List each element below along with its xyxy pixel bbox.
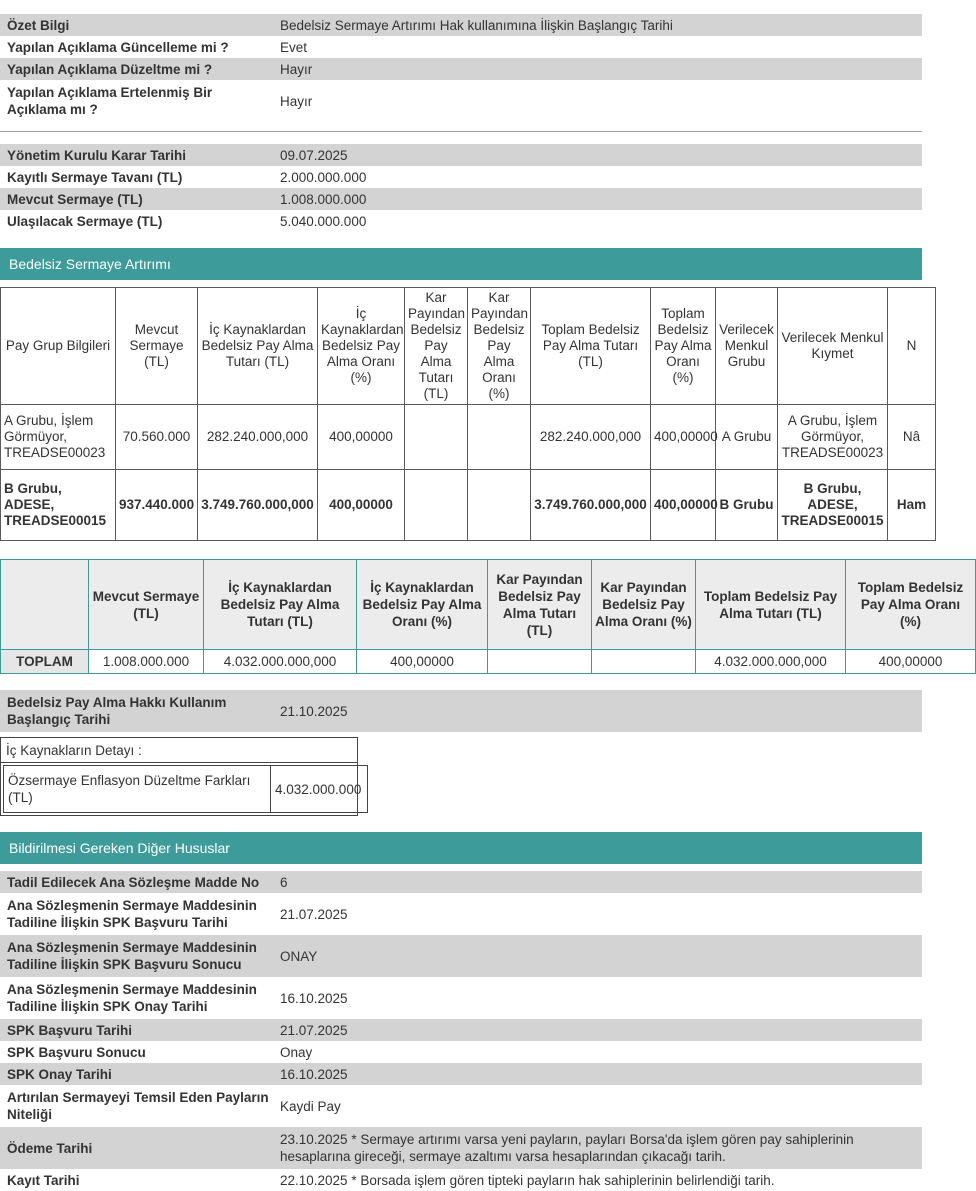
field-value: Kaydi Pay [280,1098,341,1114]
cell: 4.032.000.000,000 [696,650,846,674]
column-header [1,560,89,650]
field-label: Yapılan Açıklama Ertelenmiş Bir Açıklama mı ? [7,85,213,117]
cell: A Grubu, İşlem Görmüyor, TREADSE00023 [1,405,116,470]
field-value: 6 [280,874,288,890]
column-header: Kar Payından Bedelsiz Pay Alma Oranı (%) [468,288,531,405]
column-header: Mevcut Sermaye (TL) [89,560,204,650]
other-row [0,977,922,1019]
column-header: Pay Grup Bilgileri [1,288,116,405]
field-value: ONAY [280,948,318,964]
total-table [0,559,976,674]
section-header-bedelsiz: Bedelsiz Sermaye Artırımı [0,248,922,280]
field-label: Ana Sözleşmenin Sermaye Maddesinin Tadiline İlişkin SPK Başvuru Sonucu [7,940,257,972]
column-header: Verilecek Menkul Kıymet [778,288,888,405]
capital-row [0,188,922,210]
cell [488,650,592,674]
total-row [1,650,976,674]
field-label: Özsermaye Enflasyon Düzeltme Farkları (TL) [4,766,271,813]
field-value: 22.10.2025 * Borsada işlem gören tipteki payların hak sahiplerinin belirlendiği tarih. [280,1172,775,1188]
summary-block [0,14,922,122]
column-header: N [888,288,936,405]
column-header: Toplam Bedelsiz Pay Alma Tutarı (TL) [531,288,651,405]
cell: Nâ [888,405,936,470]
cell: 400,00000 [651,405,716,470]
field-value: 21.07.2025 [280,906,348,922]
column-header: İç Kaynaklardan Bedelsiz Pay Alma Oranı (%) [357,560,488,650]
kullanim-row [0,690,922,732]
table-row-a-grubu [1,405,936,470]
field-label: Özet Bilgi [7,17,70,33]
internal-sources-data-row [1,763,358,816]
field-value: Onay [280,1044,313,1060]
cell: 400,00000 [357,650,488,674]
field-value: 21.07.2025 [280,1022,348,1038]
cell: B Grubu, ADESE, TREADSE00015 [778,470,888,541]
cell: B Grubu [716,470,778,541]
cell: 937.440.000 [116,470,198,541]
cell: A Grubu, İşlem Görmüyor, TREADSE00023 [778,405,888,470]
cell [405,470,468,541]
cell [468,405,531,470]
field-value: 23.10.2025 * Sermaye artırımı varsa yeni payların, payları Borsa'da işlem gören pay sahiplerinin hesaplarına gireceği, sermaye azaltımı varsa hesaplarından çıkacağı tarih. [280,1132,854,1164]
summary-row [0,36,922,58]
column-header: Toplam Bedelsiz Pay Alma Oranı (%) [846,560,976,650]
internal-sources-inner-table [3,765,368,813]
other-row [0,871,922,893]
field-label: SPK Onay Tarihi [7,1066,112,1082]
total-table-wrapper [0,559,964,674]
other-row [0,893,922,935]
field-label: Ana Sözleşmenin Sermaye Maddesinin Tadiline İlişkin SPK Onay Tarihi [7,982,257,1014]
field-label: Yönetim Kurulu Karar Tarihi [7,147,187,163]
column-header: Toplam Bedelsiz Pay Alma Oranı (%) [651,288,716,405]
column-header: Kar Payından Bedelsiz Pay Alma Oranı (%) [592,560,696,650]
total-table-header-row [1,560,976,650]
field-value: 5.040.000.000 [280,213,367,229]
column-header: Verilecek Menkul Grubu [716,288,778,405]
field-label: Artırılan Sermayeyi Temsil Eden Payların Niteliği [7,1090,269,1122]
other-row [0,1019,922,1041]
field-value: 21.10.2025 [280,703,348,719]
cell: 1.008.000.000 [89,650,204,674]
cell: B Grubu, ADESE, TREADSE00015 [1,470,116,541]
column-header: İç Kaynaklardan Bedelsiz Pay Alma Tutarı (TL) [204,560,357,650]
field-label: Bedelsiz Pay Alma Hakkı Kullanım Başlangıç Tarihi [7,695,227,727]
field-label: SPK Başvuru Tarihi [7,1022,133,1038]
capital-row [0,144,922,166]
field-label: Ana Sözleşmenin Sermaye Maddesinin Tadiline İlişkin SPK Başvuru Tarihi [7,898,257,930]
other-row [0,1085,922,1127]
field-value: Bedelsiz Sermaye Artırımı Hak kullanımına İlişkin Başlangıç Tarihi [280,17,673,33]
column-header: Mevcut Sermaye (TL) [116,288,198,405]
field-label: Kayıtlı Sermaye Tavanı (TL) [7,169,183,185]
column-header: Kar Payından Bedelsiz Pay Alma Tutarı (TL) [488,560,592,650]
divider [0,131,922,132]
cell: 4.032.000.000,000 [204,650,357,674]
cell [592,650,696,674]
cell: 282.240.000,000 [531,405,651,470]
capital-row [0,166,922,188]
field-value: 1.008.000.000 [280,191,367,207]
table-row-b-grubu [1,470,936,541]
field-value: Hayır [280,93,313,109]
field-value: 16.10.2025 [280,990,348,1006]
field-label: Mevcut Sermaye (TL) [7,191,143,207]
internal-sources-title-row [1,738,358,763]
field-value: 16.10.2025 [280,1066,348,1082]
field-label: Yapılan Açıklama Düzeltme mi ? [7,61,213,77]
field-label: Yapılan Açıklama Güncelleme mi ? [7,39,229,55]
cell: 400,00000 [318,470,405,541]
cell: 400,00000 [651,470,716,541]
summary-row [0,80,922,122]
column-header: İç Kaynaklardan Bedelsiz Pay Alma Tutarı (TL) [198,288,318,405]
pay-table-header-row [1,288,936,405]
field-label: Ulaşılacak Sermaye (TL) [7,213,163,229]
field-value: Evet [280,39,308,55]
pay-table-wrapper [0,287,927,541]
column-header: Kar Payından Bedelsiz Pay Alma Tutarı (TL) [405,288,468,405]
field-value: 4.032.000.000 [271,766,368,813]
cell: 3.749.760.000,000 [198,470,318,541]
cell [468,470,531,541]
field-label: Ödeme Tarihi [7,1140,93,1156]
internal-sources-table [0,737,362,816]
other-row [0,1127,922,1169]
internal-sources-title: İç Kaynakların Detayı : [1,738,358,763]
cell [405,405,468,470]
section-header-diger: Bildirilmesi Gereken Diğer Hususlar [0,832,922,864]
cell: 3.749.760.000,000 [531,470,651,541]
other-row [0,1063,922,1085]
field-value: Hayır [280,61,313,77]
other-row [0,935,922,977]
other-matters-block [0,871,922,1191]
field-value: 09.07.2025 [280,147,348,163]
pay-group-table [0,287,936,541]
cell: 70.560.000 [116,405,198,470]
cell: A Grubu [716,405,778,470]
other-row [0,1169,922,1191]
cell: 400,00000 [846,650,976,674]
cell-toplam-label: TOPLAM [1,650,89,674]
cell: 282.240.000,000 [198,405,318,470]
cell: 400,00000 [318,405,405,470]
capital-row [0,210,922,232]
field-label: Tadil Edilecek Ana Sözleşme Madde No [7,874,260,890]
column-header: İç Kaynaklardan Bedelsiz Pay Alma Oranı (%) [318,288,405,405]
other-row [0,1041,922,1063]
field-value: 2.000.000.000 [280,169,367,185]
column-header: Toplam Bedelsiz Pay Alma Tutarı (TL) [696,560,846,650]
summary-row [0,58,922,80]
summary-row [0,14,922,36]
field-label: Kayıt Tarihi [7,1172,80,1188]
cell: Ham [888,470,936,541]
capital-block [0,144,922,232]
field-label: SPK Başvuru Sonucu [7,1044,146,1060]
